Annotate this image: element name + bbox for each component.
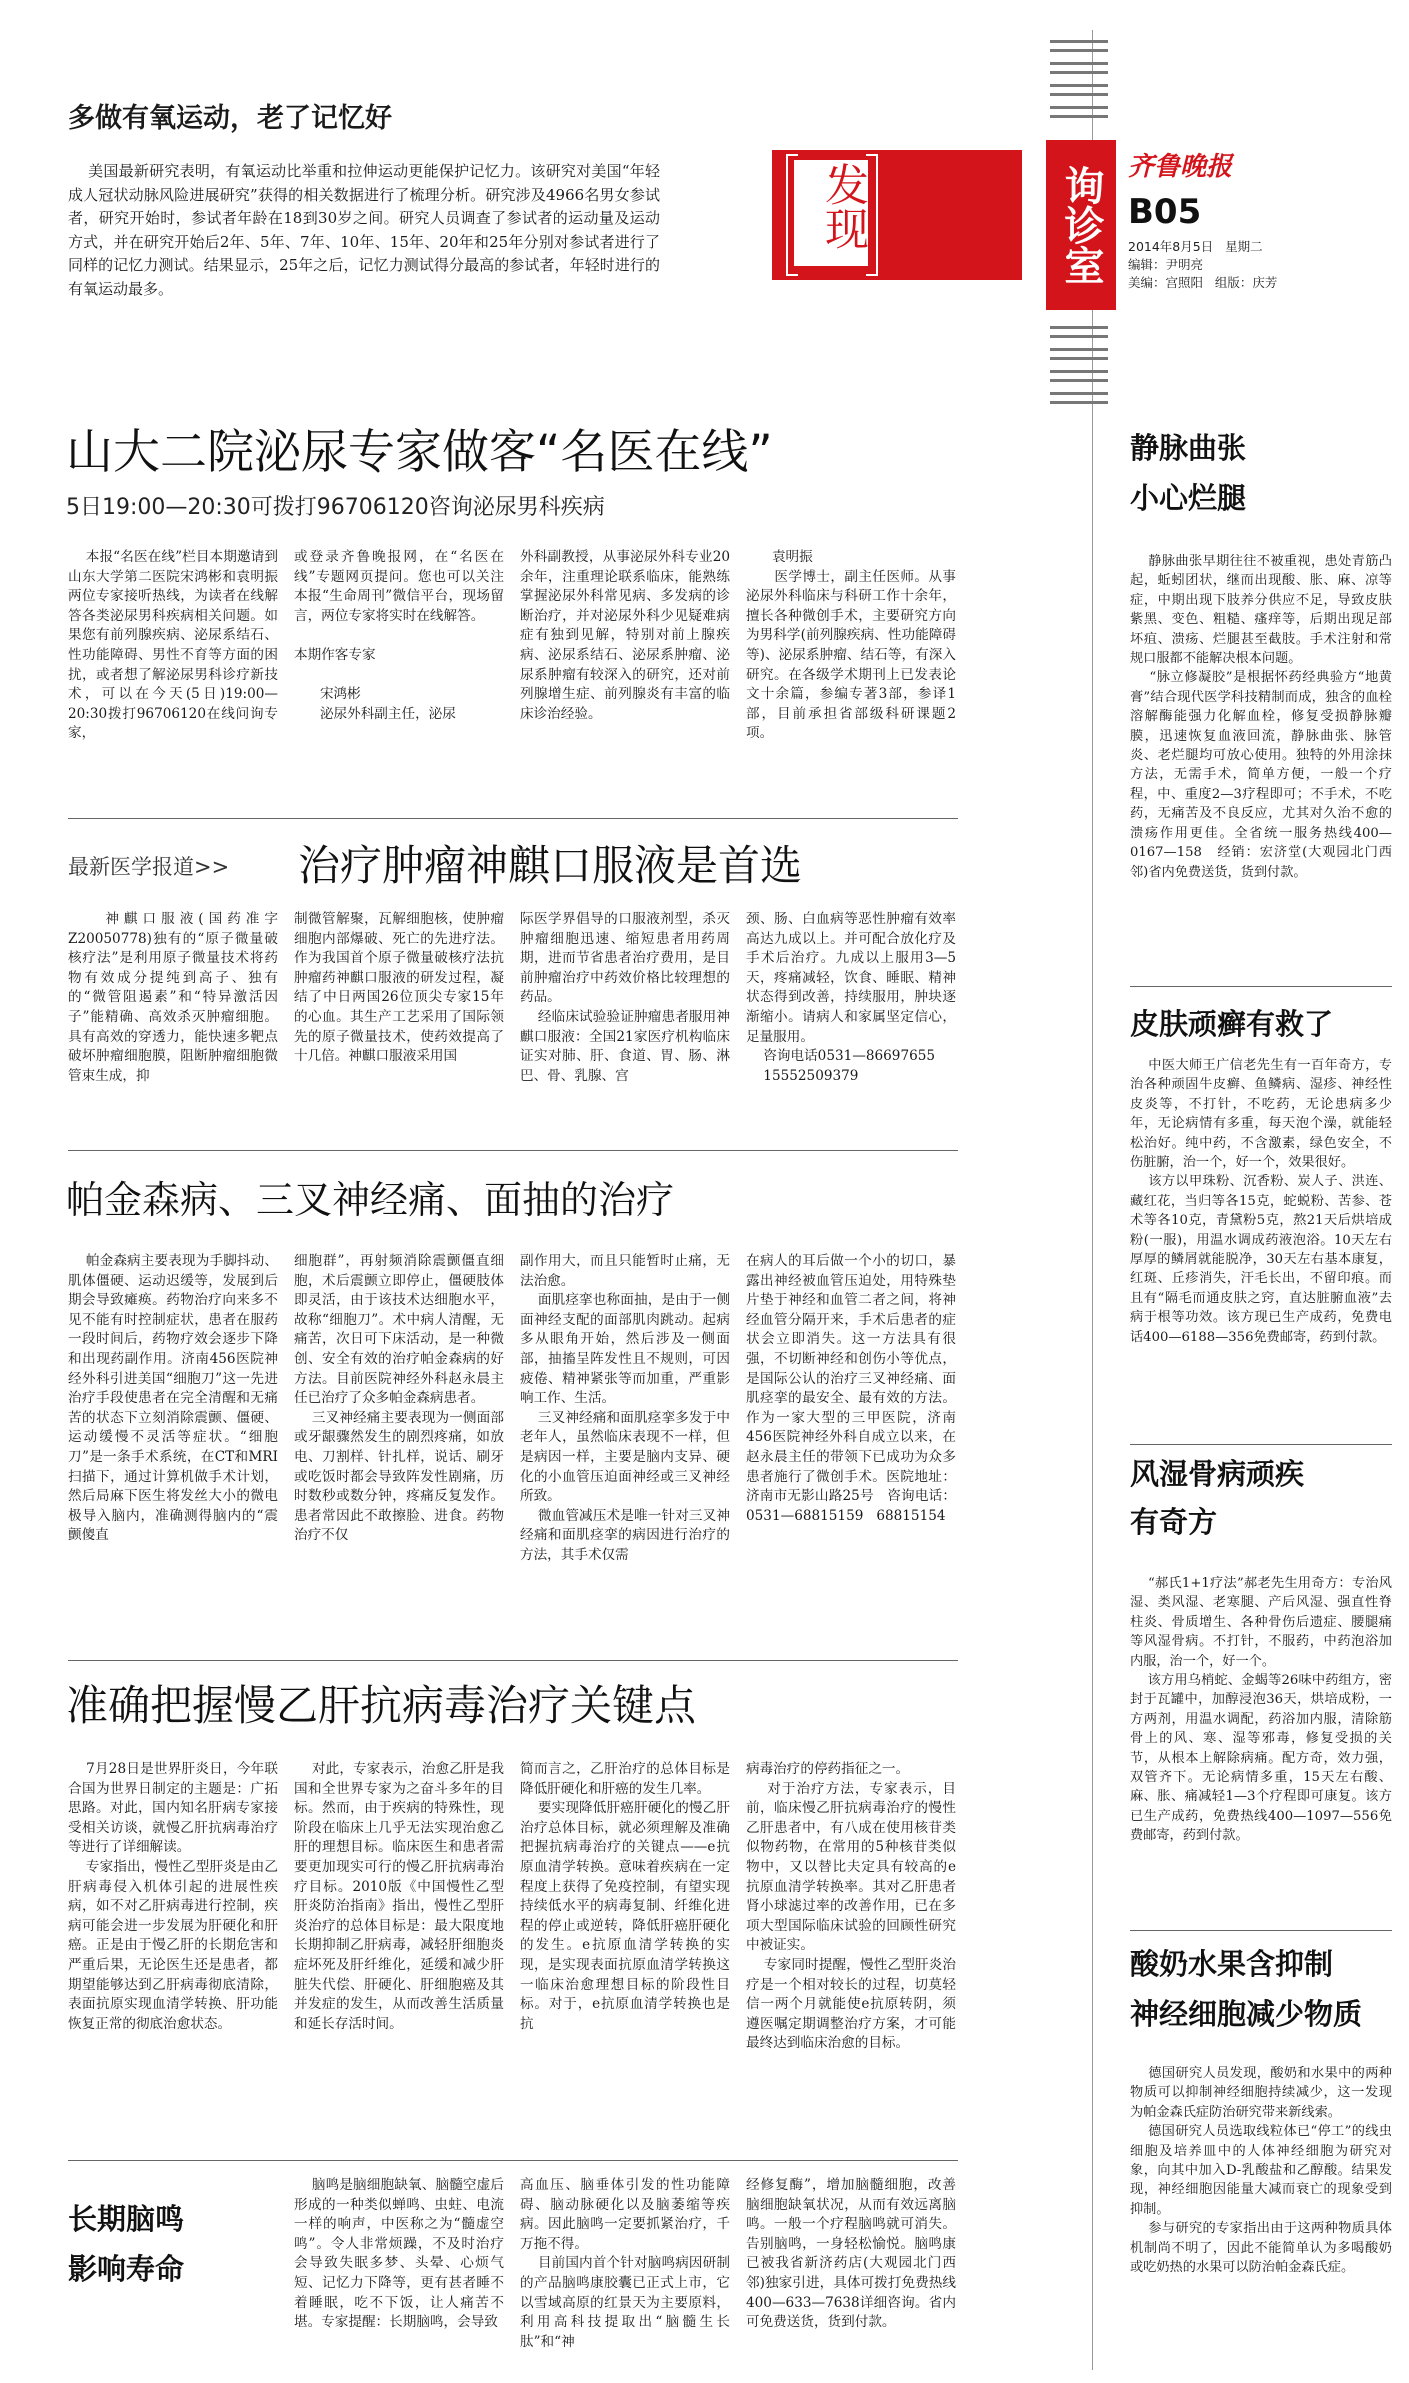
masthead-date: 2014年8月5日 星期二 [1128,239,1263,254]
discovery-badge-text: 发现 [817,162,868,250]
hepatitis-col-3: 简而言之，乙肝治疗的总体目标是降低肝硬化和肝癌的发生几率。 要实现降低肝癌肝硬化的慢乙肝治疗总体目标，就必须理解及准确把握抗病毒治疗的关键点——e抗原血清学转换。意味着疾病在一定程度上获得了免疫控制，有望实现持续低水平的病毒复制、纤维化进程的停止或逆转，降低肝癌肝硬化的发生。e抗原血清学转换的实现，是实现表面抗原血清学转换这一临床治愈理想目标的阶段性目标。对于，e抗原血清学转换也是抗 [520,1761,730,2032]
yogurt-title-1: 酸奶水果含抑制 [1130,1947,1334,1981]
yogurt-title-2: 神经细胞减少物质 [1130,1997,1363,2031]
expert-col-3: 外科副教授，从事泌尿外科专业20余年，注重理论联系临床，能熟练掌握泌尿外科常见病、多发病的诊断治疗，并对泌尿外科少见疑难病症有独到见解，特别对前上腺疾病、泌尿系结石、泌尿系肿瘤、泌尿系肿瘤有较深入的研究，还对前列腺增生症、前列腺炎有丰富的临床诊治经验。 [520,549,730,722]
hepatitis-col-2: 对此，专家表示，治愈乙肝是我国和全世界专家为之奋斗多年的目标。然而，由于疾病的特殊性，现阶段在临床上几乎无法实现治愈乙肝的理想目标。临床医生和患者需要更加现实可行的慢乙肝抗病毒治疗目标。2010版《中国慢性乙型肝炎防治指南》指出，慢性乙型肝炎治疗的总体目标是：最大限度地长期抑制乙肝病毒，减轻肝细胞炎症坏死及肝纤维化，延缓和减少肝脏失代偿、肝硬化、肝细胞癌及其并发症的发生，从而改善生活质量和延长存活时间。 [294,1761,504,2032]
masthead-design: 美编：宫照阳 组版：庆芳 [1128,275,1278,290]
tumor-col-2: 制微管解聚，瓦解细胞核，使肿瘤细胞内部爆破、死亡的先进疗法。作为我国首个原子微量破核疗法抗肿瘤药神麒口服液的研发过程，凝结了中日两国26位顶尖专家15年的心血。其生产工艺采用了国际领先的原子微量技术，使药效提高了十几倍。神麒口服液采用国 [294,911,504,1065]
tinnitus-article-title: 长期脑鸣影响寿命 [68,2202,185,2286]
expert-article-subtitle: 5日19:00—20:30可拨打96706120咨询泌尿男科疾病 [66,495,605,520]
expert-col-1: 本报“名医在线”栏目本期邀请到山东大学第二医院宋鸿彬和袁明振两位专家接听热线，为读者在线解答各类泌尿男科疾病相关问题。如果您有前列腺疾病、泌尿系结石、性功能障碍、男性不育等方面的困扰，或者想了解泌尿男科诊疗新技术，可以在今天(5日)19:00—20:30拨打96706120在线问询专家， [68,549,278,742]
badge-bracket-right [866,154,878,276]
tumor-col-1: 神麒口服液(国药准字Z20050778)独有的“原子微量破核疗法”是利用原子微量技术将药物有效成分提纯到高子、独有的“微管阻遏素”和“特异激活因子”能精确、高效杀灭肿瘤细胞。具有高效的穿透力，能快速多靶点破坏肿瘤细胞膜，阻断肿瘤细胞微管束生成，抑 [68,911,278,1084]
tinnitus-col-3: 经修复酶”，增加脑髓细胞，改善脑细胞缺氧状况，从而有效远离脑鸣。一般一个疗程脑鸣就可消失。告别脑鸣，一身轻松愉悦。脑鸣康已被我省新济药店(大观园北门西邻)独家引进，具体可拨打免费热线400—633—7638详细咨询。省内可免费送货，货到付款。 [746,2177,956,2331]
discovery-body: 美国最新研究表明，有氧运动比举重和拉伸运动更能保护记忆力。该研究对美国“年轻成人冠状动脉风险进展研究”获得的相关数据进行了梳理分析。研究涉及4966名男女参试者，研究开始时，参试者年龄在18到30岁之间。研究人员调查了参试者的运动量及运动方式，并在研究开始后2年、5年、7年、10年、15年、20年和25年分别对参试者进行了同样的记忆力测试。结果显示，25年之后，记忆力测试得分最高的参试者，年轻时进行的有氧运动最多。 [68,162,660,298]
discovery-badge [772,150,1022,280]
expert-col-4: 袁明振 医学博士，副主任医师。从事泌尿外科临床与科研工作十余年，擅长各种微创手术，主要研究方向为男科学(前列腺疾病、性功能障碍等)、泌尿系肿瘤、结石等，有深入研究。在各级学术期刊上已发表论文十余篇，参编专著3部，参译1部，目前承担省部级科研课题2项。 [746,549,956,742]
discovery-title: 多做有氧运动，老了记忆好 [68,103,392,134]
fret-ornament-2 [1050,62,1108,74]
parkinson-col-4: 在病人的耳后做一个小的切口，暴露出神经被血管压迫处，用特殊垫片垫于神经和血管二者之间，将神经血管分隔开来，手术后患者的症状会立即消失。这一方法具有很强，不切断神经和创伤小等优点，是国际公认的治疗三叉神经痛、面肌痉挛的最安全、最有效的方法。作为一家大型的三甲医院，济南456医院神经外科自成立以来，在赵永晨主任的带领下已成功为众多患者施行了微创手术。医院地址：济南市无影山路25号 咨询电话：0531—68815159 68815154 [746,1253,956,1524]
fret-ornament-1 [1050,40,1108,52]
fret-ornament-8 [1050,392,1108,404]
tinnitus-col-1: 脑鸣是脑细胞缺氧、脑髓空虚后形成的一种类似蝉鸣、虫蛀、电流一样的响声，中医称之为“髓虚空鸣”。令人非常烦躁，不及时治疗会导致失眠多梦、头晕、心烦气短、记忆力下降等，更有甚者睡不着睡眠，吃不下饭，让人痛苦不堪。专家提醒：长期脑鸣，会导致 [294,2177,504,2331]
rheum-title-2: 有奇方 [1130,1505,1218,1539]
vein-title-1: 静脉曲张 [1130,431,1247,465]
tumor-kicker: 最新医学报道>> [68,855,230,879]
parkinson-col-1: 帕金森病主要表现为手脚抖动、肌体僵硬、运动迟缓等，发展到后期会导致瘫痪。药物治疗向来多不见不能有时控制症状，患者在服药一段时间后，药物疗效会逐步下降和出现药副作用。济南456医院神经外科引进美国“细胞刀”这一先进治疗手段使患者在完全清醒和无痛苦的状态下立刻消除震颤、僵硬、运动缓慢不灵活等症状。“细胞刀”是一条手术系统，在CT和MRI扫描下，通过计算机做手术计划，然后局麻下医生将发丝大小的微电极导入脑内，准确测得脑内的“震颤傻直 [68,1253,278,1544]
tinnitus-col-2: 高血压、脑垂体引发的性功能障碍、脑动脉硬化以及脑萎缩等疾病。因此脑鸣一定要抓紧治疗，千万拖不得。 目前国内首个针对脑鸣病因研制的产品脑鸣康胶囊已正式上市，它以雪域高原的红景天为主要原料，利用高科技提取出“脑髓生长肽”和“神 [520,2177,730,2350]
parkinson-col-3: 副作用大，而且只能暂时止痛，无法治愈。 面肌痉挛也称面抽，是由于一侧面神经支配的面部肌肉跳动。起病多从眼角开始，然后涉及一侧面部，抽搐呈阵发性且不规则，可因疲倦、精神紧张等而加重，严重影响工作、生活。 三叉神经痛和面肌痉挛多发于中老年人，虽然临床表现不一样，但是病因一样，主要是脑内支异、硬化的小血管压迫面神经或三叉神经所致。 微血管减压术是唯一针对三叉神经痛和面肌痉挛的病因进行治疗的方法，其手术仅需 [520,1253,730,1563]
tumor-col-4: 颈、肠、白血病等恶性肿瘤有效率高达九成以上。并可配合放化疗及手术后治疗。九成以上服用3—5天，疼痛减轻，饮食、睡眠、精神状态得到改善，持续服用，肿块逐渐缩小。请病人和家属坚定信心，足量服用。 咨询电话0531—86697655 15552509379 [746,911,956,1084]
skin-body: 中医大师王广信老先生有一百年奇方，专治各种顽固牛皮癣、鱼鳞病、湿疹、神经性皮炎等，不打针，不吃药，无论患病多少年，无论病情有多重，每天泡个澡，就能轻松治好。纯中药，不含激素，绿色安全，不伤脏腑，治一个，好一个，效果很好。 该方以甲珠粉、沉香粉、炭人子、洪连、藏红花，当归等各15克，蛇蜕粉、苦参、苍术等各10克，青黛粉5克，熬21天后烘培成粉(一服)，用温水调成药液泡浴。10天左右厚厚的鳞屑就能脱净，30天左右基本康复，红斑、丘疹消失，汗毛长出，不留印痕。而且有“隔毛而通皮肤之窍，直达脏腑血液”去病于根等功效。该方现已生产成药，免费电话400—6188—356免费邮寄，药到付款。 [1130,1058,1392,1345]
fret-ornament-5 [1050,326,1108,338]
skin-title: 皮肤顽癣有救了 [1130,1007,1334,1041]
tumor-article-title: 治疗肿瘤神麒口服液是首选 [298,841,803,890]
masthead-logo: 齐鲁晚报 [1128,152,1233,182]
hepatitis-col-4: 病毒治疗的停药指征之一。 对于治疗方法，专家表示，目前，临床慢乙肝抗病毒治疗的慢性乙肝患者中，有八成在使用核苷类似物药物，在常用的5种核苷类似物中，又以替比夫定具有较高的e抗原血清学转换率。其对乙肝患者肾小球滤过率的改善作用，已在多项大型国际临床试验的回顾性研究中被证实。 专家同时提醒，慢性乙型肝炎治疗是一个相对较长的过程，切莫轻信一两个月就能使e抗原转阴，须遵医嘱定期调整治疗方案，才可能最终达到临床治愈的目标。 [746,1761,956,2052]
rheum-top-rule [1130,1444,1392,1445]
hepatitis-article-title: 准确把握慢乙肝抗病毒治疗关键点 [66,1681,697,1730]
expert-article-title: 山大二院泌尿专家做客“名医在线” [66,425,773,480]
hepatitis-col-1: 7月28日是世界肝炎日，今年联合国为世界日制定的主题是：广拓思路。对此，国内知名肝病专家接受相关访谈，就慢乙肝抗病毒治疗等进行了详细解读。 专家指出，慢性乙型肝炎是由乙肝病毒侵入机体引起的进展性疾病，如不对乙肝病毒进行控制，疾病可能会进一步发展为肝硬化和肝癌。正是由于慢乙肝的长期危害和严重后果，无论医生还是患者，都期望能够达到乙肝病毒彻底清除，表面抗原实现血清学转换、肝功能恢复正常的彻底治愈状态。 [68,1761,278,2032]
tumor-col-3: 际医学界倡导的口服液剂型，杀灭肿瘤细胞迅速、缩短患者用药周期，进而节省患者治疗费用，是目前肿瘤治疗中药效价格比较理想的药品。 经临床试验验证肿瘤患者服用神麒口服液：全国21家医疗机构临床证实对肺、肝、食道、胃、肠、淋巴、骨、乳腺、宫 [520,911,730,1084]
skin-top-rule [1130,986,1392,987]
rheum-body: “郝氏1+1疗法”郝老先生用奇方：专治风湿、类风湿、老寒腿、产后风湿、强直性脊柱炎、骨质增生、各种骨伤后遗症、腰腿痛等风湿骨病。不打针，不服药，中药泡浴加内服，治一个，好一个。 该方用乌梢蛇、金蝎等26味中药组方，密封于瓦罐中，加醇浸泡36天，烘培成粉，一方两剂，用温水调配，药浴加内服，清除筋骨上的风、寒、湿等邪毒，修复受损的关节，从根本上解除病痛。配方奇，效力强，双管齐下。无论病情多重，15天左右酸、麻、胀、痛减轻1—3个疗程即可康复。该方已生产成药，免费热线400—1097—556免费邮寄，药到付款。 [1130,1576,1392,1844]
tumor-top-rule [68,818,958,819]
parkinson-article-title: 帕金森病、三叉神经痛、面抽的治疗 [66,1178,675,1222]
vein-body: 静脉曲张早期往往不被重视，患处青筋凸起，蚯蚓团状，继而出现酸、胀、麻、凉等症，中期出现下肢养分供应不足，导致皮肤紫黑、变色、粗糙、瘙痒等，后期出现足部坏疽、溃疡、烂腿甚至截肢。手术注射和常规口服都不能解决根本问题。 “脉立修凝胶”是根据怀药经典验方“地黄膏”结合现代医学科技精制而成，独含的血栓溶解酶能强力化解血栓，修复受损静脉瓣膜，迅速恢复血液回流，静脉曲张、脉管炎、老烂腿均可放心使用。独特的外用涂抹方法，无需手术，简单方便，一般一个疗程，中、重度2—3疗程即可；不手术，不吃药，无痛苦及不良反应，尤其对久治不愈的溃疡作用更佳。全省统一服务热线400—0167—158 经销：宏济堂(大观园北门西邻)省内免费送货，货到付款。 [1130,554,1392,880]
yogurt-top-rule [1130,1930,1392,1931]
fret-ornament-3 [1050,84,1108,96]
rheum-title-1: 风湿骨病顽疾 [1130,1457,1305,1491]
hepatitis-top-rule [68,1660,958,1661]
tinnitus-title-line-1 [68,2194,268,2294]
parkinson-top-rule [68,1150,958,1151]
vein-title-2: 小心烂腿 [1130,481,1247,515]
parkinson-col-2: 细胞群”，再射频消除震颤僵直细胞，术后震颤立即停止，僵硬肢体即灵活，由于该技术达细胞水平，故称“细胞刀”。术中病人清醒，无痛苦，次日可下床活动，是一种微创、安全有效的治疗帕金森病的好方法。目前医院神经外科赵永晨主任已治疗了众多帕金森病患者。 三叉神经痛主要表现为一侧面部或牙龈骤然发生的剧烈疼痛，如放电、刀割样、针扎样，说话、刷牙或吃饭时都会导致阵发性剧痛，历时数秒或数分钟，疼痛反复发作。患者常因此不敢擦脸、进食。药物治疗不仅 [294,1253,504,1544]
fret-ornament-7 [1050,370,1108,382]
section-label: 询诊室 [1046,140,1116,310]
tinnitus-top-rule [68,2160,958,2161]
yogurt-body: 德国研究人员发现，酸奶和水果中的两种物质可以抑制神经细胞持续减少，这一发现为帕金森氏症防治研究带来新线索。 德国研究人员选取线粒体已“停工”的线虫细胞及培养皿中的人体神经细胞为研究对象，向其中加入D-乳酸盐和乙醇酸。结果发现，神经细胞因能量大减而衰亡的现象受到抑制。 参与研究的专家指出由于这两种物质具体机制尚不明了，因此不能简单认为多喝酸奶或吃奶热的水果可以防治帕金森氏症。 [1130,2066,1392,2276]
page-code: B05 [1128,192,1202,232]
badge-bracket-left [786,154,798,276]
fret-ornament-6 [1050,348,1108,360]
masthead-editor: 编辑：尹明亮 [1128,257,1204,272]
expert-col-2: 或登录齐鲁晚报网，在“名医在线”专题网页提问。您也可以关注本报“生命周刊”微信平台，现场留言，两位专家将实时在线解答。 本期作客专家 宋鸿彬 泌尿外科副主任，泌尿 [294,549,504,722]
fret-ornament-4 [1050,106,1108,118]
